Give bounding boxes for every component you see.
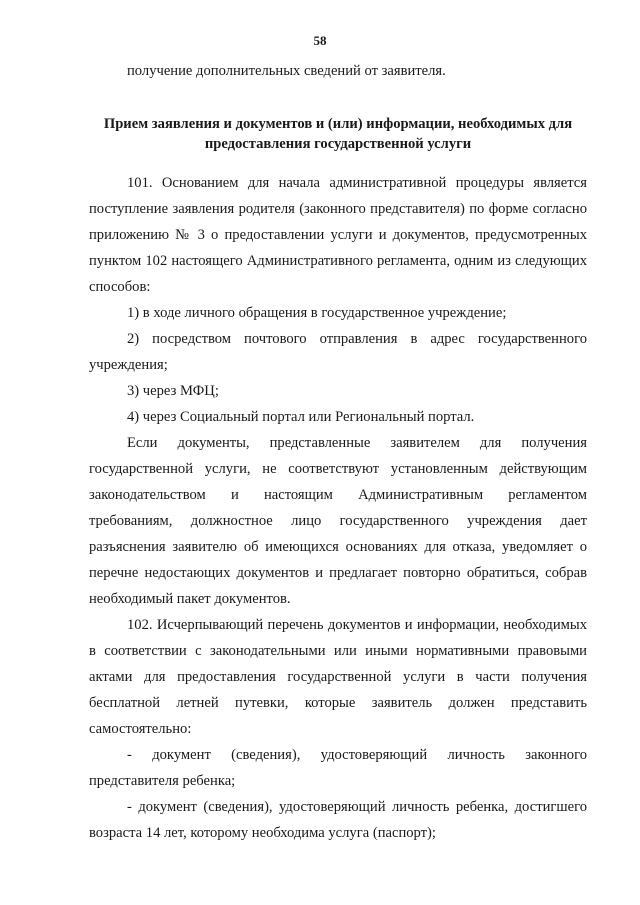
list-item-document-child: - документ (сведения), удостоверяющий личность ребенка, достигшего возраста 14 лет, которому необходима услуга (паспорт); [89,799,587,841]
list-item-document-representative: - документ (сведения), удостоверяющий личность законного представителя ребенка; [89,747,587,789]
list-item-2: 2) посредством почтового отправления в адрес государственного учреждения; [89,331,587,373]
list-item-1: 1) в ходе личного обращения в государственное учреждение; [127,305,507,321]
document-body [89,58,587,846]
continuation-line: получение дополнительных сведений от заявителя. [127,63,446,79]
paragraph-refusal: Если документы, представленные заявителем для получения государственной услуги, не соответствуют установленным действующим законодательством и настоящим Административным регламентом требованиям, должностное лицо государственного учреждения дает разъяснения заявителю об имеющихся основаниях для отказа, уведомляет о перечне недостающих документов и предлагает повторно обратиться, собрав необходимый пакет документов. [89,435,587,607]
list-item-3: 3) через МФЦ; [127,383,219,399]
paragraph-102: 102. Исчерпывающий перечень документов и информации, необходимых в соответствии с законодательными или иными нормативными правовыми актами для предоставления государственной услуги в части получения бесплатной летней путевки, которые заявитель должен представить самостоятельно: [89,617,587,737]
list-item-4: 4) через Социальный портал или Региональный портал. [127,409,475,425]
section-heading: Прием заявления и документов и (или) информации, необходимых для предоставления государственной услуги [103,116,573,152]
paragraph-101: 101. Основанием для начала административной процедуры является поступление заявления родителя (законного представителя) по форме согласно приложению № 3 о предоставлении услуги и документов, предусмотренных пунктом 102 настоящего Административного регламента, одним из следующих способов: [89,175,587,295]
page-number: 58 [313,33,327,48]
